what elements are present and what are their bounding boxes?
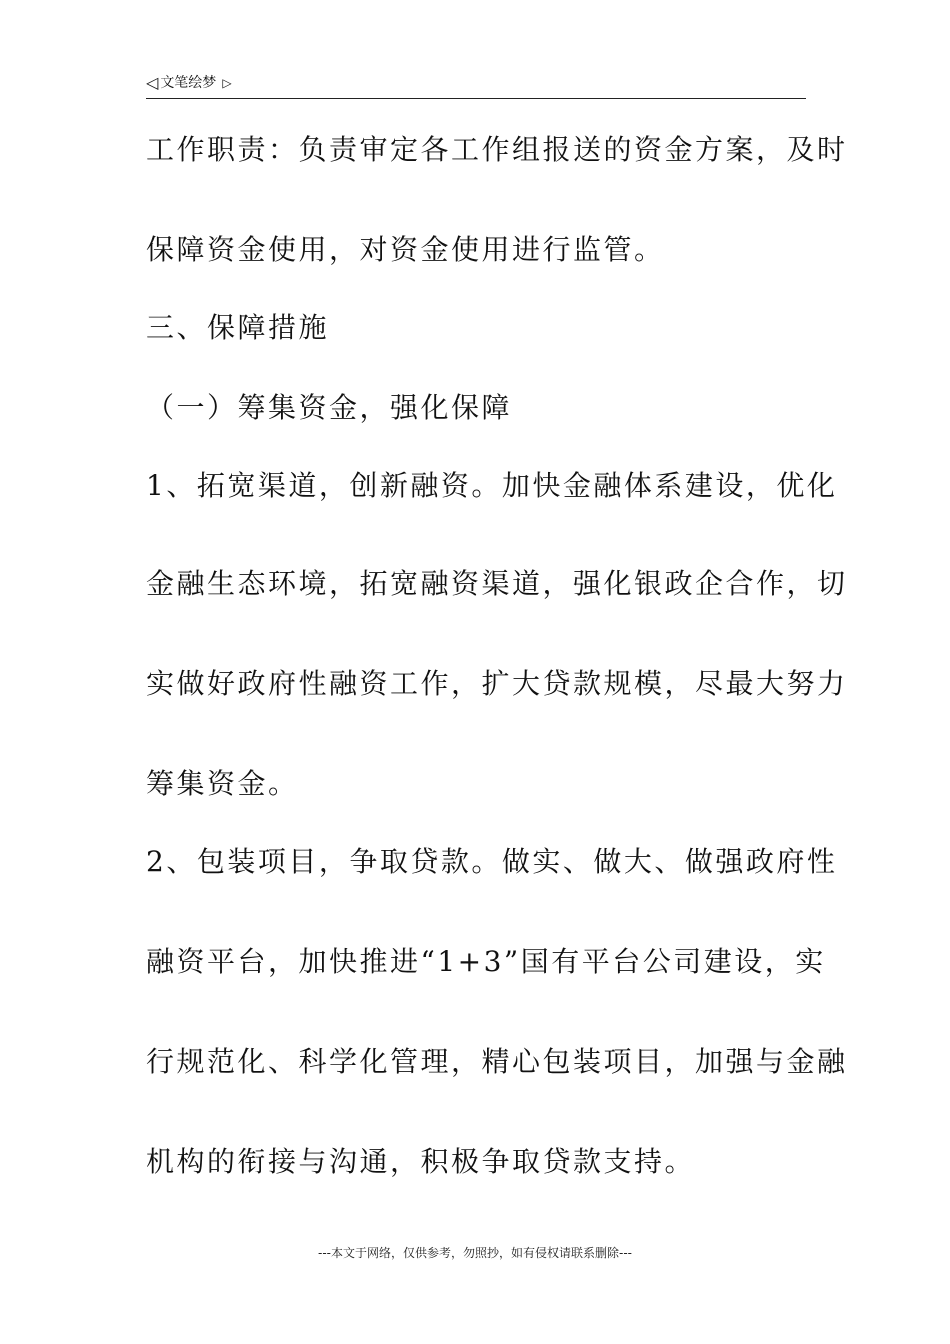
body-line-10: 融资平台，加快推进“1+3”国有平台公司建设，实 xyxy=(146,945,826,978)
body-line-11: 行规范化、科学化管理，精心包装项目，加强与金融 xyxy=(146,1045,848,1078)
body-line-12: 机构的衔接与沟通，积极争取贷款支持。 xyxy=(146,1145,696,1178)
body-line-8: 筹集资金。 xyxy=(146,767,299,800)
subsection-heading: （一）筹集资金，强化保障 xyxy=(146,391,513,424)
footer-disclaimer: ---本文于网络，仅供参考，勿照抄，如有侵权请联系删除--- xyxy=(318,1246,632,1260)
section-heading: 三、保障措施 xyxy=(146,311,330,344)
left-triangle-icon: ◁ xyxy=(146,73,159,92)
body-line-9: 2、包装项目，争取贷款。做实、做大、做强政府性 xyxy=(146,845,838,878)
body-line-2: 保障资金使用，对资金使用进行监管。 xyxy=(146,233,665,266)
body-line-6: 金融生态环境，拓宽融资渠道，强化银政企合作，切 xyxy=(146,567,848,600)
page-header xyxy=(146,72,806,99)
body-line-1: 工作职责：负责审定各工作组报送的资金方案，及时 xyxy=(146,133,848,166)
body-line-7: 实做好政府性融资工作，扩大贷款规模，尽最大努力 xyxy=(146,667,848,700)
body-line-5: 1、拓宽渠道，创新融资。加快金融体系建设，优化 xyxy=(146,469,838,502)
right-triangle-icon: ▷ xyxy=(222,76,232,90)
header-brand: 文笔绘梦 xyxy=(160,75,217,91)
